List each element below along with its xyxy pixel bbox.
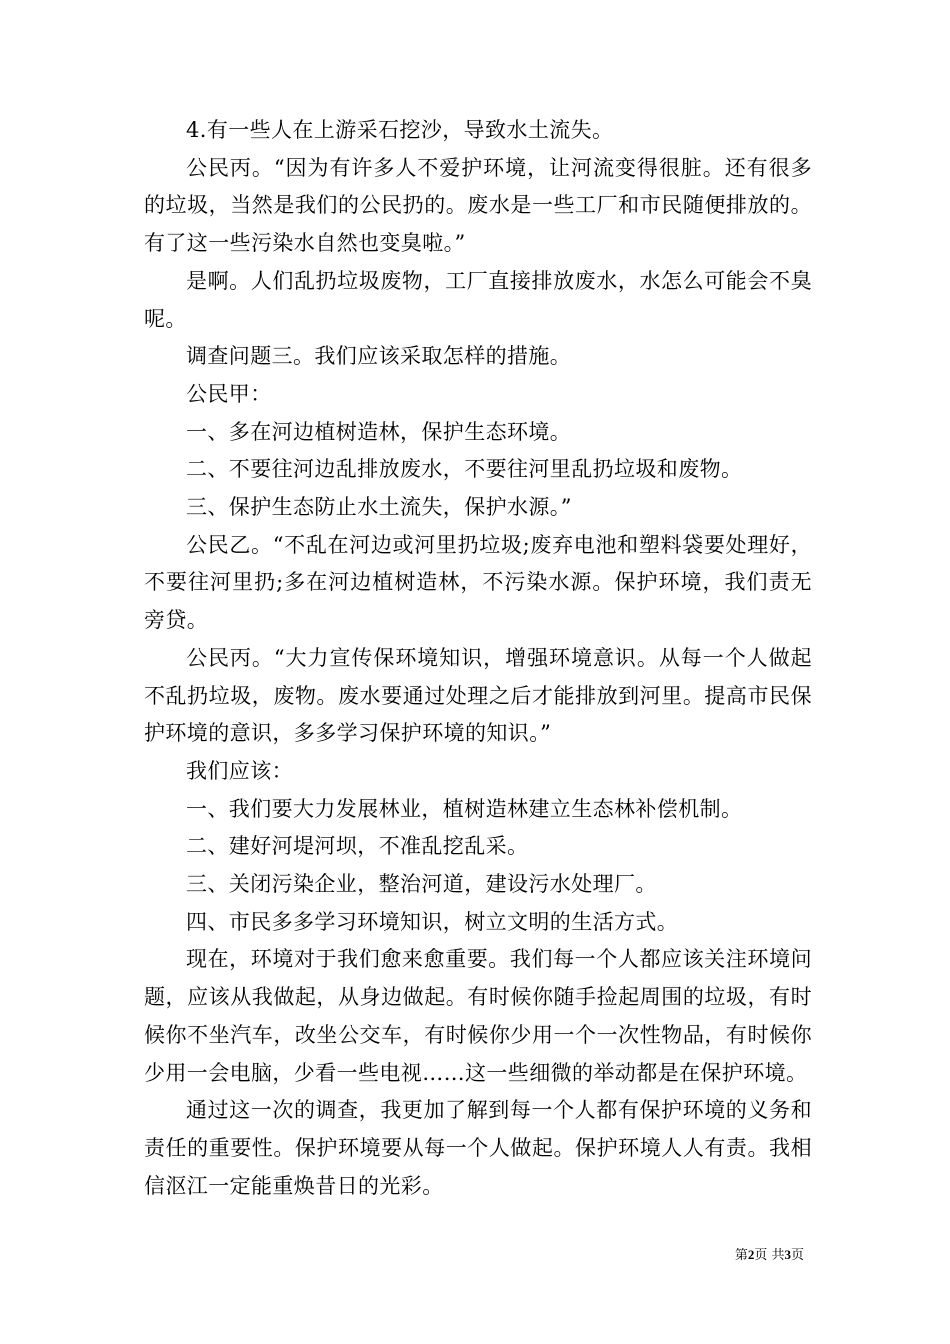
page-number-footer	[735, 1247, 804, 1264]
paragraph: 4.有一些人在上游采石挖沙，导致水土流失。	[186, 118, 614, 142]
paragraph: 四、市民多多学习环境知识，树立文明的生活方式。	[186, 909, 679, 934]
document-body	[144, 112, 812, 1205]
paragraph: 我们应该：	[186, 758, 293, 783]
paragraph: 一、我们要大力发展林业，植树造林建立生态林补偿机制。	[186, 796, 743, 821]
paragraph: 二、不要往河边乱排放废水，不要往河里乱扔垃圾和废物。	[186, 457, 743, 482]
paragraph: 调查问题三。我们应该采取怎样的措施。	[186, 344, 572, 369]
total-pages-number: 3	[784, 1247, 791, 1262]
paragraph: 通过这一次的调查，我更加了解到每一个人都有保护环境的义务和责任的重要性。保护环境要从每一个人做起。保护环境人人有责。我相信沤江一定能重焕昔日的光彩。	[144, 1098, 812, 1198]
paragraph: 公民甲：	[186, 381, 272, 406]
paragraph: 公民乙。“不乱在河边或河里扔垃圾;废弃电池和塑料袋要处理好，不要往河里扔;多在河边植树造林，不污染水源。保护环境，我们责无旁贷。	[144, 532, 812, 633]
footer-prefix: 第	[734, 1248, 748, 1263]
paragraph: 公民丙。“因为有许多人不爱护环境，让河流变得很脏。还有很多的垃圾，当然是我们的公民扔的。废水是一些工厂和市民随便排放的。有了这一些污染水自然也变臭啦。”	[144, 155, 812, 256]
paragraph: 二、建好河堤河坝，不准乱挖乱采。	[186, 834, 529, 859]
paragraph: 现在，环境对于我们愈来愈重要。我们每一个人都应该关注环境问题，应该从我做起，从身边做起。有时候你随手捡起周围的垃圾，有时候你不坐汽车，改坐公交车，有时候你少用一个一次性物品，有时候你少用一会电脑，少看一些电视……这一些细微的举动都是在保护环境。	[144, 947, 812, 1085]
paragraph: 三、保护生态防止水土流失，保护水源。”	[186, 495, 572, 520]
paragraph: 一、多在河边植树造林，保护生态环境。	[186, 419, 572, 444]
paragraph: 是啊。人们乱扔垃圾废物，工厂直接排放废水，水怎么可能会不臭呢。	[144, 268, 812, 331]
footer-suffix: 页	[790, 1248, 804, 1263]
current-page-number: 2	[747, 1247, 755, 1262]
paragraph: 公民丙。“大力宣传保环境知识，增强环境意识。从每一个人做起不乱扔垃圾，废物。废水要通过处理之后才能排放到河里。提高市民保护环境的意识，多多学习保护环境的知识。”	[144, 645, 812, 746]
footer-middle: 页 共	[754, 1248, 785, 1263]
paragraph: 三、关闭污染企业，整治河道，建设污水处理厂。	[186, 872, 657, 897]
